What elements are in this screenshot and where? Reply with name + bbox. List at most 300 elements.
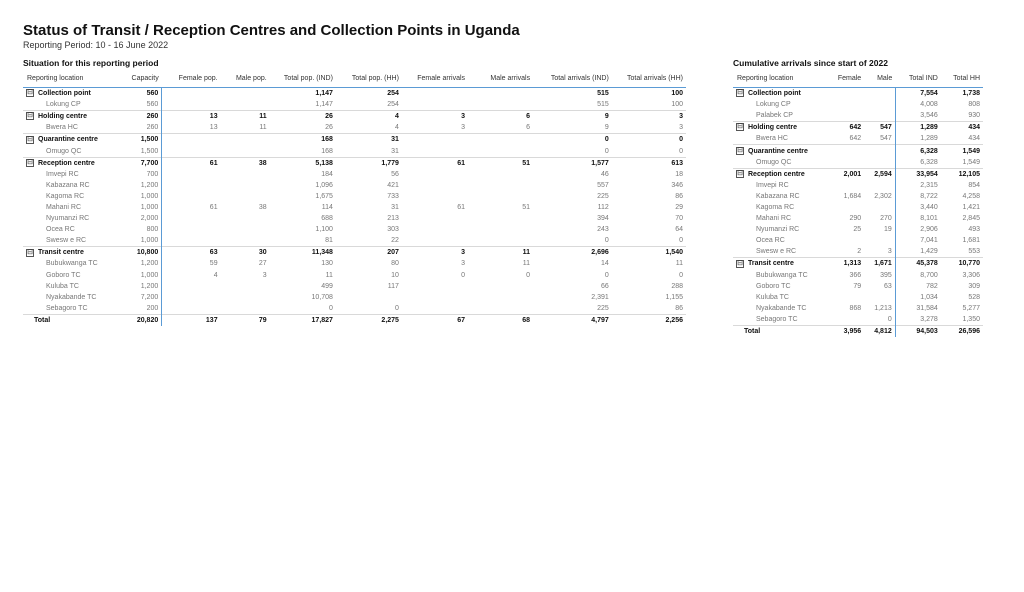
value-cell: 3,956 xyxy=(824,325,864,337)
right-section-title: Cumulative arrivals since start of 2022 xyxy=(733,58,888,68)
value-cell xyxy=(468,169,533,180)
location-label: Palabek CP xyxy=(756,112,793,120)
value-cell: 346 xyxy=(671,181,683,189)
location-label: Reception centre xyxy=(38,159,95,167)
column-header: Reporting location xyxy=(733,69,824,88)
collapse-toggle-icon[interactable]: ⊟ xyxy=(737,169,743,177)
value-cell: 207 xyxy=(336,247,402,259)
location-cell xyxy=(23,213,117,224)
location-cell xyxy=(23,247,117,259)
group-row[interactable] xyxy=(23,157,686,169)
reporting-period: Reporting Period: 10 - 16 June 2022 xyxy=(23,40,169,50)
location-label: Collection point xyxy=(748,90,801,98)
value-cell: 9 xyxy=(533,111,612,123)
location-cell xyxy=(23,292,117,303)
value-cell: 45,378 xyxy=(895,258,941,270)
value-cell: 1,000 xyxy=(117,235,161,247)
location-cell xyxy=(23,258,117,269)
value-cell: 1,313 xyxy=(824,258,864,270)
value-cell: 11 xyxy=(468,247,533,259)
value-cell: 3 xyxy=(402,247,468,259)
location-label: Imvepi RC xyxy=(756,181,789,189)
column-header: Male pop. xyxy=(221,69,270,88)
value-cell xyxy=(221,213,270,224)
value-cell xyxy=(864,180,895,191)
value-cell xyxy=(864,202,895,213)
value-cell: 79 xyxy=(853,282,862,290)
value-cell: 2,001 xyxy=(824,168,864,180)
value-cell xyxy=(162,213,221,224)
value-cell: 4,797 xyxy=(533,314,612,326)
value-cell: 930 xyxy=(968,112,980,120)
location-cell xyxy=(733,110,824,122)
value-cell: 17,827 xyxy=(270,314,336,326)
table-row xyxy=(23,145,686,157)
value-cell: 2,256 xyxy=(612,314,686,326)
location-cell xyxy=(23,169,117,180)
value-cell: 38 xyxy=(258,203,267,211)
value-cell xyxy=(162,224,221,235)
collapse-toggle-icon[interactable]: ⊟ xyxy=(737,123,743,131)
column-header: Total IND xyxy=(895,69,941,88)
table-row xyxy=(23,258,686,269)
location-label: Omugo QC xyxy=(46,147,82,155)
value-cell: 2,315 xyxy=(920,181,938,189)
value-cell xyxy=(402,191,468,202)
collapse-toggle-icon[interactable]: ⊟ xyxy=(27,135,33,143)
value-cell xyxy=(864,88,895,100)
value-cell: 7,554 xyxy=(920,90,938,98)
value-cell: 2,696 xyxy=(533,247,612,259)
value-cell: 25 xyxy=(853,226,862,234)
value-cell: 8,700 xyxy=(920,271,938,279)
value-cell: 808 xyxy=(968,101,980,109)
value-cell xyxy=(402,145,468,157)
value-cell: 560 xyxy=(117,99,161,111)
location-label: Goboro TC xyxy=(756,282,791,290)
value-cell: 200 xyxy=(117,303,161,315)
location-label: Lokung CP xyxy=(46,101,81,109)
location-cell xyxy=(23,180,117,191)
value-cell: 12,105 xyxy=(941,168,983,180)
value-cell: 38 xyxy=(221,157,270,169)
value-cell xyxy=(864,110,895,122)
table-row xyxy=(23,180,686,191)
table-row xyxy=(733,281,983,292)
value-cell: 0 xyxy=(604,237,609,245)
value-cell: 61 xyxy=(402,157,468,169)
column-header: Total arrivals (HH) xyxy=(612,69,686,88)
value-cell: 26 xyxy=(270,111,336,123)
page-title: Status of Transit / Reception Centres and Collection Points in Uganda xyxy=(23,22,520,39)
group-row[interactable] xyxy=(733,88,983,100)
value-cell xyxy=(468,224,533,235)
value-cell: 94,503 xyxy=(895,325,941,337)
location-cell xyxy=(23,99,117,111)
table-row xyxy=(733,133,983,145)
value-cell: 700 xyxy=(117,169,161,180)
column-header: Female xyxy=(824,69,864,88)
location-label: Goboro TC xyxy=(46,271,81,279)
location-cell xyxy=(23,191,117,202)
value-cell: 33,954 xyxy=(895,168,941,180)
value-cell: 6,328 xyxy=(895,145,941,157)
group-row[interactable] xyxy=(23,111,686,123)
location-cell xyxy=(23,111,117,123)
group-row[interactable] xyxy=(23,247,686,259)
location-label: Nyakabande TC xyxy=(46,293,97,301)
location-cell xyxy=(733,168,824,180)
location-cell xyxy=(733,145,824,157)
location-label: Bubukwanga TC xyxy=(46,260,98,268)
column-header: Capacity xyxy=(117,69,161,88)
table-row xyxy=(733,235,983,246)
table-row xyxy=(23,224,686,235)
value-cell xyxy=(162,235,221,247)
value-cell: 270 xyxy=(864,213,895,224)
collapse-toggle-icon[interactable]: ⊟ xyxy=(737,146,743,154)
total-row xyxy=(23,314,686,326)
table-row xyxy=(23,169,686,180)
location-cell xyxy=(733,122,824,134)
value-cell: 225 xyxy=(597,304,609,312)
location-label: Kuluba TC xyxy=(756,293,789,301)
value-cell: 80 xyxy=(391,260,399,268)
value-cell: 395 xyxy=(864,270,895,281)
location-cell xyxy=(23,314,117,326)
value-cell: 3 xyxy=(402,111,468,123)
value-cell: 7,200 xyxy=(117,292,161,303)
value-cell: 2,594 xyxy=(864,168,895,180)
location-cell xyxy=(733,213,824,224)
value-cell xyxy=(221,169,270,180)
location-label: Imvepi RC xyxy=(46,170,79,178)
value-cell xyxy=(824,157,864,169)
value-cell xyxy=(468,180,533,191)
table-row xyxy=(733,292,983,303)
value-cell: 0 xyxy=(533,134,612,146)
value-cell xyxy=(824,110,864,122)
value-cell: 13 xyxy=(209,124,218,132)
value-cell: 3 xyxy=(864,246,895,258)
value-cell: 3 xyxy=(262,271,267,279)
value-cell: 213 xyxy=(387,215,399,223)
location-label: Reception centre xyxy=(748,170,805,178)
value-cell xyxy=(402,224,468,235)
value-cell xyxy=(824,88,864,100)
table-row xyxy=(23,191,686,202)
value-cell xyxy=(402,303,468,315)
location-label: Kuluba TC xyxy=(46,282,79,290)
value-cell xyxy=(468,213,533,224)
table-row xyxy=(733,191,983,202)
location-cell xyxy=(733,281,824,292)
location-cell xyxy=(733,157,824,169)
value-cell: 70 xyxy=(675,215,683,223)
location-cell xyxy=(23,224,117,235)
value-cell: 557 xyxy=(597,181,609,189)
value-cell: 515 xyxy=(597,101,609,109)
value-cell: 3 xyxy=(461,124,466,132)
value-cell: 733 xyxy=(387,192,399,200)
table-row xyxy=(733,314,983,326)
value-cell xyxy=(468,235,533,247)
collapse-toggle-icon[interactable]: ⊟ xyxy=(27,248,33,256)
value-cell xyxy=(162,134,221,146)
value-cell: 86 xyxy=(675,304,683,312)
value-cell: 117 xyxy=(387,282,399,290)
value-cell: 114 xyxy=(321,203,333,211)
value-cell xyxy=(221,292,270,303)
table-row xyxy=(733,246,983,258)
value-cell: 3 xyxy=(461,260,466,268)
location-cell xyxy=(733,224,824,235)
value-cell: 100 xyxy=(671,101,683,109)
group-row[interactable] xyxy=(733,258,983,270)
value-cell: 1,429 xyxy=(920,248,938,256)
value-cell: 434 xyxy=(941,122,983,134)
location-cell xyxy=(23,303,117,315)
location-label: Quarantine centre xyxy=(38,136,98,144)
value-cell: 1,200 xyxy=(117,258,161,269)
value-cell xyxy=(468,191,533,202)
value-cell xyxy=(162,281,221,292)
value-cell xyxy=(162,169,221,180)
table-row xyxy=(733,110,983,122)
column-header: Female arrivals xyxy=(402,69,468,88)
value-cell xyxy=(221,99,270,111)
collapse-toggle-icon[interactable]: ⊟ xyxy=(27,89,33,97)
location-label: Mahani RC xyxy=(756,215,792,223)
location-label: Ocea RC xyxy=(46,226,75,234)
value-cell: 0 xyxy=(526,271,531,279)
value-cell: 26,596 xyxy=(941,325,983,337)
value-cell xyxy=(402,213,468,224)
location-label: Omugo QC xyxy=(756,158,792,166)
location-cell xyxy=(23,122,117,134)
value-cell: 31 xyxy=(391,147,399,155)
period-situation-table xyxy=(23,69,686,326)
value-cell: 20,820 xyxy=(117,314,161,326)
table-row xyxy=(733,224,983,235)
value-cell: 10,708 xyxy=(311,293,333,301)
value-cell: 642 xyxy=(824,122,864,134)
value-cell: 1,000 xyxy=(117,191,161,202)
value-cell xyxy=(824,235,864,246)
value-cell xyxy=(221,88,270,100)
location-cell xyxy=(733,99,824,110)
value-cell: 613 xyxy=(612,157,686,169)
table-row xyxy=(23,235,686,247)
value-cell: 10,770 xyxy=(941,258,983,270)
left-section-title: Situation for this reporting period xyxy=(23,58,159,68)
value-cell: 4 xyxy=(336,111,402,123)
column-header: Total pop. (IND) xyxy=(270,69,336,88)
value-cell: 499 xyxy=(321,282,333,290)
location-cell xyxy=(23,202,117,213)
group-row[interactable] xyxy=(733,168,983,180)
location-cell xyxy=(23,281,117,292)
value-cell: 560 xyxy=(117,88,161,100)
value-cell xyxy=(824,202,864,213)
value-cell: 4 xyxy=(213,271,218,279)
value-cell xyxy=(824,292,864,303)
value-cell: 51 xyxy=(468,157,533,169)
cumulative-arrivals-table xyxy=(733,69,983,337)
location-label: Sebagoro TC xyxy=(46,304,88,312)
value-cell: 81 xyxy=(325,237,333,245)
value-cell xyxy=(221,191,270,202)
location-cell xyxy=(733,180,824,191)
location-label: Bubukwanga TC xyxy=(756,271,808,279)
value-cell: 18 xyxy=(675,170,683,178)
value-cell: 1,000 xyxy=(117,202,161,213)
value-cell xyxy=(162,292,221,303)
value-cell: 854 xyxy=(968,181,980,189)
location-label: Swesw e RC xyxy=(46,237,87,245)
value-cell: 168 xyxy=(270,134,336,146)
value-cell xyxy=(221,180,270,191)
value-cell: 868 xyxy=(849,304,862,312)
value-cell xyxy=(468,303,533,315)
group-row[interactable] xyxy=(23,134,686,146)
location-label: Mahani RC xyxy=(46,203,82,211)
value-cell: 1,155 xyxy=(665,293,683,301)
value-cell: 1,738 xyxy=(962,90,980,98)
value-cell xyxy=(864,157,895,169)
group-row[interactable] xyxy=(23,88,686,100)
location-cell xyxy=(23,157,117,169)
value-cell: 1,421 xyxy=(962,203,980,211)
location-cell xyxy=(733,292,824,303)
value-cell: 14 xyxy=(601,260,609,268)
value-cell xyxy=(864,292,895,303)
value-cell: 1,200 xyxy=(117,180,161,191)
table-row xyxy=(23,281,686,292)
column-header: Total pop. (HH) xyxy=(336,69,402,88)
location-label: Holding centre xyxy=(38,113,88,121)
location-label: Quarantine centre xyxy=(748,147,808,155)
location-label: Holding centre xyxy=(748,124,798,132)
value-cell: 1,671 xyxy=(864,258,895,270)
location-cell xyxy=(733,235,824,246)
value-cell: 11,348 xyxy=(270,247,336,259)
value-cell: 547 xyxy=(864,122,895,134)
value-cell: 688 xyxy=(321,215,333,223)
collapse-toggle-icon[interactable]: ⊟ xyxy=(737,89,743,97)
value-cell: 1,289 xyxy=(920,135,938,143)
value-cell: 79 xyxy=(221,314,270,326)
value-cell: 288 xyxy=(671,282,683,290)
value-cell: 130 xyxy=(321,260,333,268)
value-cell: 1,147 xyxy=(315,101,333,109)
value-cell xyxy=(468,134,533,146)
value-cell: 2,275 xyxy=(336,314,402,326)
location-label: Transit centre xyxy=(748,260,794,268)
column-header: Male arrivals xyxy=(468,69,533,88)
value-cell: 11 xyxy=(522,260,531,268)
table-row xyxy=(733,99,983,110)
value-cell: 2,906 xyxy=(920,226,938,234)
location-label: Collection point xyxy=(38,90,91,98)
value-cell: 10 xyxy=(391,271,399,279)
location-label: Kagoma RC xyxy=(46,192,85,200)
location-cell xyxy=(733,314,824,326)
value-cell: 1,000 xyxy=(117,270,161,281)
group-row[interactable] xyxy=(733,122,983,134)
value-cell: 6,328 xyxy=(920,158,938,166)
collapse-toggle-icon[interactable]: ⊟ xyxy=(27,112,33,120)
value-cell: 1,500 xyxy=(117,134,161,146)
value-cell: 421 xyxy=(387,181,399,189)
value-cell: 13 xyxy=(162,111,221,123)
value-cell: 63 xyxy=(864,281,895,292)
group-row[interactable] xyxy=(733,145,983,157)
value-cell: 1,549 xyxy=(962,158,980,166)
value-cell: 61 xyxy=(162,157,221,169)
value-cell: 528 xyxy=(968,293,980,301)
value-cell: 67 xyxy=(402,314,468,326)
location-cell xyxy=(733,258,824,270)
value-cell: 184 xyxy=(321,170,333,178)
value-cell xyxy=(162,99,221,111)
value-cell: 493 xyxy=(968,226,980,234)
value-cell: 553 xyxy=(968,248,980,256)
value-cell: 31,584 xyxy=(916,304,938,312)
table-row xyxy=(733,303,983,314)
column-header: Reporting location xyxy=(23,69,117,88)
value-cell: 46 xyxy=(601,170,609,178)
value-cell: 27 xyxy=(258,260,267,268)
collapse-toggle-icon[interactable]: ⊟ xyxy=(737,259,743,267)
value-cell: 59 xyxy=(209,260,218,268)
value-cell: 3 xyxy=(679,124,683,132)
value-cell: 1,096 xyxy=(315,181,333,189)
value-cell xyxy=(468,292,533,303)
table-row xyxy=(733,157,983,169)
value-cell: 61 xyxy=(209,203,218,211)
location-cell xyxy=(733,133,824,145)
value-cell: 1,577 xyxy=(533,157,612,169)
value-cell xyxy=(864,99,895,110)
value-cell: 10,800 xyxy=(117,247,161,259)
location-cell xyxy=(23,88,117,100)
value-cell: 9 xyxy=(604,124,609,132)
value-cell: 3,306 xyxy=(962,271,980,279)
collapse-toggle-icon[interactable]: ⊟ xyxy=(27,158,33,166)
value-cell: 1,100 xyxy=(315,226,333,234)
location-cell xyxy=(23,134,117,146)
value-cell: 2,391 xyxy=(591,293,609,301)
value-cell: 1,675 xyxy=(315,192,333,200)
total-row xyxy=(733,325,983,337)
table-row xyxy=(23,122,686,134)
value-cell: 254 xyxy=(387,90,399,98)
value-cell xyxy=(221,235,270,247)
value-cell: 1,213 xyxy=(864,303,895,314)
value-cell xyxy=(221,224,270,235)
value-cell: 0 xyxy=(604,147,609,155)
value-cell: 22 xyxy=(391,237,399,245)
value-cell: 11 xyxy=(675,260,683,268)
value-cell: 3,278 xyxy=(920,315,938,323)
location-label: Nyakabande TC xyxy=(756,304,807,312)
value-cell xyxy=(864,235,895,246)
location-label: Swesw e RC xyxy=(756,248,797,256)
value-cell: 290 xyxy=(849,215,862,223)
value-cell: 11 xyxy=(221,111,270,123)
location-label: Kagoma RC xyxy=(756,203,795,211)
